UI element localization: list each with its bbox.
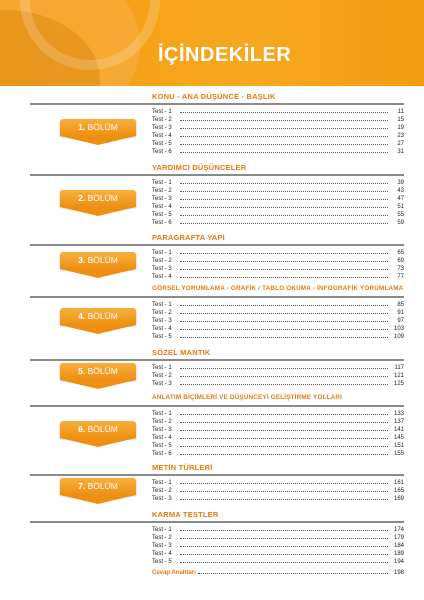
page-number: 184 [393, 543, 404, 549]
section-badge [60, 478, 136, 495]
toc-row[interactable] [152, 410, 404, 418]
test-name: Test - 6 [152, 451, 172, 457]
toc-row[interactable] [152, 116, 404, 124]
test-name: Test - 3 [152, 381, 172, 387]
dot-leader [180, 136, 388, 137]
test-name: Test - 1 [152, 527, 172, 533]
test-name: Test - 1 [152, 411, 172, 417]
toc-row[interactable] [152, 558, 404, 566]
test-name: Test - 3 [152, 427, 172, 433]
test-name: Test - 3 [152, 496, 172, 502]
dot-leader [180, 376, 388, 377]
dot-leader [180, 128, 388, 129]
section-badge [60, 308, 136, 325]
toc-section [0, 285, 424, 351]
test-name: Test - 6 [152, 149, 172, 155]
test-name: Test - 2 [152, 373, 172, 379]
toc-row[interactable] [152, 249, 404, 257]
dot-leader [180, 554, 388, 555]
dot-leader [180, 277, 388, 278]
dot-leader [180, 183, 388, 184]
badge-number: 1. [78, 122, 86, 132]
section-rule [30, 296, 404, 298]
badge-label: BÖLÜM [87, 193, 118, 203]
toc-row[interactable] [152, 140, 404, 148]
section-rule [30, 174, 404, 176]
test-name: Test - 1 [152, 250, 172, 256]
page-number: 39 [397, 180, 404, 186]
badge-arrow [60, 438, 136, 447]
toc-row[interactable] [152, 380, 404, 388]
page-number: 77 [397, 274, 404, 280]
section-heading: METİN TÜRLERİ [152, 463, 213, 472]
badge-number: 2. [78, 193, 86, 203]
badge-label: BÖLÜM [87, 424, 118, 434]
dot-leader [180, 215, 388, 216]
dot-leader [180, 152, 388, 153]
page-number: 194 [393, 559, 404, 565]
test-name: Test - 1 [152, 480, 172, 486]
test-name: Test - 6 [152, 220, 172, 226]
toc-row[interactable] [152, 219, 404, 227]
page-number: 19 [397, 125, 404, 131]
test-name: Test - 1 [152, 109, 172, 115]
toc-row[interactable] [152, 418, 404, 426]
dot-leader [180, 562, 388, 563]
test-name: Test - 4 [152, 551, 172, 557]
dot-leader [180, 368, 388, 369]
page-number: 165 [393, 488, 404, 494]
toc-row[interactable] [152, 195, 404, 203]
badge-arrow [60, 380, 136, 389]
toc-row[interactable] [152, 273, 404, 281]
toc-section [0, 233, 424, 291]
dot-leader [180, 191, 388, 192]
dot-leader [180, 414, 388, 415]
dot-leader [180, 337, 388, 338]
section-heading: GÖRSEL YORUMLAMA - GRAFİK / TABLO OKUMA - İNFOGRAFİK YORUMLAMA [152, 285, 404, 292]
toc-row[interactable] [152, 372, 404, 380]
dot-leader [180, 446, 388, 447]
dot-leader [180, 491, 388, 492]
page-number: 141 [393, 427, 404, 433]
section-heading: YARDIMCI DÜŞÜNCELER [152, 163, 247, 172]
test-name: Test - 4 [152, 274, 172, 280]
toc-section [0, 92, 424, 166]
test-name: Test - 3 [152, 266, 172, 272]
page-number: 55 [397, 212, 404, 218]
toc-row[interactable] [152, 317, 404, 325]
page-title: İÇİNDEKİLER [158, 44, 292, 66]
toc-row[interactable] [152, 124, 404, 132]
toc-row[interactable] [152, 265, 404, 273]
page-number: 161 [393, 480, 404, 486]
test-name: Test - 2 [152, 488, 172, 494]
badge-label: BÖLÜM [87, 311, 118, 321]
toc-row[interactable] [152, 479, 404, 487]
dot-leader [180, 499, 388, 500]
page-number: 11 [397, 109, 404, 115]
test-name: Test - 2 [152, 310, 172, 316]
page-number: 189 [393, 551, 404, 557]
test-name: Test - 5 [152, 212, 172, 218]
section-rule [30, 103, 404, 105]
dot-leader [180, 112, 388, 113]
test-name: Test - 2 [152, 258, 172, 264]
dot-leader [180, 199, 388, 200]
toc-row[interactable] [152, 426, 404, 434]
dot-leader [180, 384, 388, 385]
dot-leader [180, 207, 388, 208]
toc-row[interactable] [152, 187, 404, 195]
dot-leader [180, 120, 388, 121]
dot-leader [180, 144, 388, 145]
page-number: 65 [397, 250, 404, 256]
toc-section [0, 163, 424, 237]
badge-label: BÖLÜM [87, 366, 118, 376]
toc-row[interactable] [152, 179, 404, 187]
page-number: 155 [393, 451, 404, 457]
toc-row[interactable] [152, 495, 404, 503]
page-number: 51 [397, 204, 404, 210]
section-heading: KONU - ANA DÜŞÜNCE - BAŞLIK [152, 92, 276, 101]
toc-row[interactable] [152, 203, 404, 211]
badge-arrow [60, 495, 136, 504]
section-heading: KARMA TESTLER [152, 510, 219, 519]
badge-number: 4. [78, 311, 86, 321]
section-badge [60, 119, 136, 136]
page-number: 109 [393, 334, 404, 340]
badge-number: 6. [78, 424, 86, 434]
toc-row[interactable] [152, 333, 404, 341]
answer-key-label: Cevap Anahtarı [152, 570, 196, 576]
toc-row[interactable] [152, 442, 404, 450]
dot-leader [180, 305, 388, 306]
section-heading: PARAGRAFTA YAPI [152, 233, 225, 242]
toc-section [0, 394, 424, 468]
badge-number: 5. [78, 366, 86, 376]
toc-row[interactable] [152, 534, 404, 542]
page-number: 59 [397, 220, 404, 226]
page-number: 91 [397, 310, 404, 316]
dot-leader [180, 454, 388, 455]
toc-row[interactable] [152, 450, 404, 458]
badge-label: BÖLÜM [87, 122, 118, 132]
toc-row[interactable] [152, 132, 404, 140]
test-name: Test - 2 [152, 188, 172, 194]
dot-leader [180, 321, 388, 322]
page-number: 15 [397, 117, 404, 123]
badge-label: BÖLÜM [87, 481, 118, 491]
dot-leader [180, 438, 388, 439]
test-name: Test - 4 [152, 326, 172, 332]
page-number: 145 [393, 435, 404, 441]
page-number: 121 [393, 373, 404, 379]
test-name: Test - 3 [152, 196, 172, 202]
test-name: Test - 5 [152, 334, 172, 340]
section-rule [30, 521, 404, 523]
test-name: Test - 5 [152, 443, 172, 449]
page-number: 125 [393, 381, 404, 387]
section-rule [30, 405, 404, 407]
page-number: 151 [393, 443, 404, 449]
toc-row[interactable] [152, 309, 404, 317]
dot-leader [180, 223, 388, 224]
dot-leader [180, 430, 388, 431]
page-number: 117 [394, 365, 404, 371]
toc-row[interactable] [152, 148, 404, 156]
test-name: Test - 2 [152, 535, 172, 541]
header-banner [0, 0, 424, 86]
page-number: 169 [393, 496, 404, 502]
toc-section [0, 348, 424, 398]
toc-row[interactable] [152, 211, 404, 219]
section-badge [60, 252, 136, 269]
badge-number: 7. [78, 481, 86, 491]
section-heading: SÖZEL MANTIK [152, 348, 211, 357]
page-number: 133 [393, 411, 404, 417]
badge-arrow [60, 269, 136, 278]
dot-leader [180, 261, 388, 262]
test-name: Test - 2 [152, 419, 172, 425]
badge-number: 3. [78, 255, 86, 265]
page-number: 31 [397, 149, 404, 155]
test-name: Test - 5 [152, 559, 172, 565]
badge-label: BÖLÜM [87, 255, 118, 265]
section-heading: ANLATIM BİÇİMLERİ VE DÜŞÜNCEYİ GELİŞTİRME YOLLARI [152, 394, 343, 401]
page-number: 23 [397, 133, 404, 139]
test-name: Test - 4 [152, 133, 172, 139]
section-rule [30, 244, 404, 246]
page-number: 69 [397, 258, 404, 264]
test-name: Test - 4 [152, 435, 172, 441]
section-rule [30, 359, 404, 361]
toc-row[interactable] [152, 325, 404, 333]
page-number: 97 [397, 318, 404, 324]
test-name: Test - 3 [152, 125, 172, 131]
page-number: 47 [397, 196, 404, 202]
dot-leader [180, 546, 388, 547]
toc-row[interactable] [152, 257, 404, 265]
section-badge [60, 190, 136, 207]
page-number: 198 [393, 570, 404, 576]
test-name: Test - 2 [152, 117, 172, 123]
section-badge [60, 421, 136, 438]
section-rule [30, 474, 404, 476]
dot-leader [180, 329, 388, 330]
test-name: Test - 1 [152, 180, 172, 186]
page-number: 179 [393, 535, 404, 541]
test-name: Test - 4 [152, 204, 172, 210]
test-name: Test - 1 [152, 365, 172, 371]
toc-section [0, 510, 424, 576]
dot-leader [198, 573, 388, 574]
toc-row[interactable] [152, 108, 404, 116]
toc-row[interactable] [152, 526, 404, 534]
page-number: 103 [393, 326, 404, 332]
page-number: 174 [393, 527, 404, 533]
section-badge [60, 363, 136, 380]
test-name: Test - 5 [152, 141, 172, 147]
dot-leader [180, 269, 388, 270]
dot-leader [180, 483, 388, 484]
badge-arrow [60, 325, 136, 334]
dot-leader [180, 313, 388, 314]
toc-row[interactable] [152, 301, 404, 309]
toc-row[interactable] [152, 487, 404, 495]
badge-arrow [60, 136, 136, 145]
toc-row[interactable] [152, 364, 404, 372]
answer-key-row[interactable] [152, 569, 404, 577]
page-number: 73 [397, 266, 404, 272]
page-number: 137 [393, 419, 404, 425]
page-number: 43 [397, 188, 404, 194]
test-name: Test - 1 [152, 302, 172, 308]
badge-arrow [60, 207, 136, 216]
toc-row[interactable] [152, 550, 404, 558]
dot-leader [180, 253, 388, 254]
toc-section [0, 463, 424, 513]
toc-row[interactable] [152, 434, 404, 442]
page-number: 85 [397, 302, 404, 308]
page-number: 27 [397, 141, 404, 147]
test-name: Test - 3 [152, 318, 172, 324]
dot-leader [180, 538, 388, 539]
test-name: Test - 3 [152, 543, 172, 549]
dot-leader [180, 422, 388, 423]
dot-leader [180, 530, 388, 531]
toc-row[interactable] [152, 542, 404, 550]
